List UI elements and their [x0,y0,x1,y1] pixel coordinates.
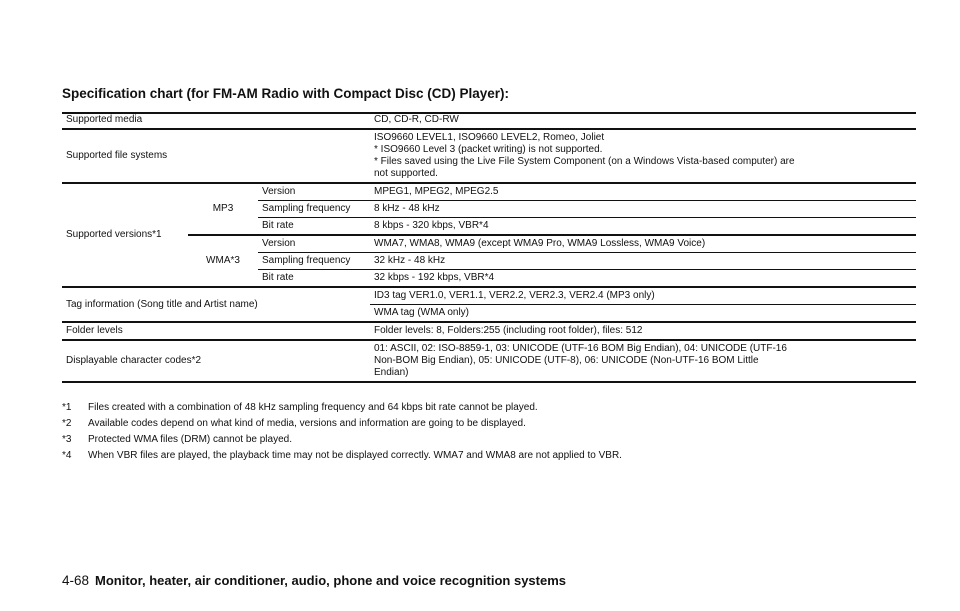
row-label: Supported versions*1 [62,183,188,287]
param-label: Sampling frequency [258,201,370,218]
footnote-text: Available codes depend on what kind of media, versions and information are going to be displayed. [88,418,526,429]
footnote [62,418,922,430]
page-footer [62,573,566,588]
param-label: Bit rate [258,270,370,288]
footnote [62,402,922,414]
value-line: not supported. [374,168,438,179]
row-value: 32 kbps - 192 kbps, VBR*4 [370,270,916,288]
format-label-wma: WMA*3 [188,235,258,287]
page-number: 4-68 [62,573,90,588]
footnote [62,434,922,446]
table-row-file-systems [62,129,916,183]
param-label: Version [258,183,370,201]
footnote-mark: *3 [62,434,72,445]
row-value [370,129,916,183]
row-value: MPEG1, MPEG2, MPEG2.5 [370,183,916,201]
row-value: Folder levels: 8, Folders:255 (including root folder), files: 512 [370,322,916,340]
value-line: ISO9660 LEVEL1, ISO9660 LEVEL2, Romeo, Joliet [374,132,605,143]
specification-table [62,112,916,383]
footnote-text: When VBR files are played, the playback time may not be displayed correctly. WMA7 and WMA8 are not applied to VBR. [88,450,622,461]
row-value: 8 kHz - 48 kHz [370,201,916,218]
row-label: Supported file systems [62,129,370,183]
value-line: * Files saved using the Live File System Component (on a Windows Vista-based computer) are [374,156,795,167]
footnote [62,450,922,462]
table-row-char-codes [62,340,916,382]
table-row-folder-levels [62,322,916,340]
page-title: Specification chart (for FM-AM Radio with Compact Disc (CD) Player): [62,86,510,101]
footnotes [62,402,922,466]
table-row-wma-version [62,235,916,253]
param-label: Version [258,235,370,253]
format-label-mp3: MP3 [188,183,258,235]
row-value: WMA7, WMA8, WMA9 (except WMA9 Pro, WMA9 Lossless, WMA9 Voice) [370,235,916,253]
footnote-text: Files created with a combination of 48 kHz sampling frequency and 64 kbps bit rate cannot be played. [88,402,538,413]
footnote-text: Protected WMA files (DRM) cannot be played. [88,434,292,445]
footnote-mark: *2 [62,418,72,429]
row-value: CD, CD-R, CD-RW [370,112,916,129]
value-line: * ISO9660 Level 3 (packet writing) is not supported. [374,144,603,155]
row-value: 8 kbps - 320 kbps, VBR*4 [370,218,916,236]
value-line: Endian) [374,367,409,378]
section-title: Monitor, heater, air conditioner, audio, phone and voice recognition systems [95,573,567,588]
table-row-tag-info [62,287,916,305]
row-label: Tag information (Song title and Artist name) [62,287,370,322]
row-value: 32 kHz - 48 kHz [370,253,916,270]
row-value: WMA tag (WMA only) [370,305,916,323]
row-label: Folder levels [62,322,370,340]
row-value: ID3 tag VER1.0, VER1.1, VER2.2, VER2.3, VER2.4 (MP3 only) [370,287,916,305]
param-label: Bit rate [258,218,370,236]
param-label: Sampling frequency [258,253,370,270]
footnote-mark: *4 [62,450,72,461]
row-label: Supported media [62,112,370,129]
value-line: Non-BOM Big Endian), 05: UNICODE (UTF-8), 06: UNICODE (Non-UTF-16 BOM Little [374,355,759,366]
row-label: Displayable character codes*2 [62,340,370,382]
table-row-mp3-version [62,183,916,201]
value-line: 01: ASCII, 02: ISO-8859-1, 03: UNICODE (UTF-16 BOM Big Endian), 04: UNICODE (UTF-16 [374,343,787,354]
row-value [370,340,916,382]
footnote-mark: *1 [62,402,72,413]
table-row-supported-media [62,112,916,129]
